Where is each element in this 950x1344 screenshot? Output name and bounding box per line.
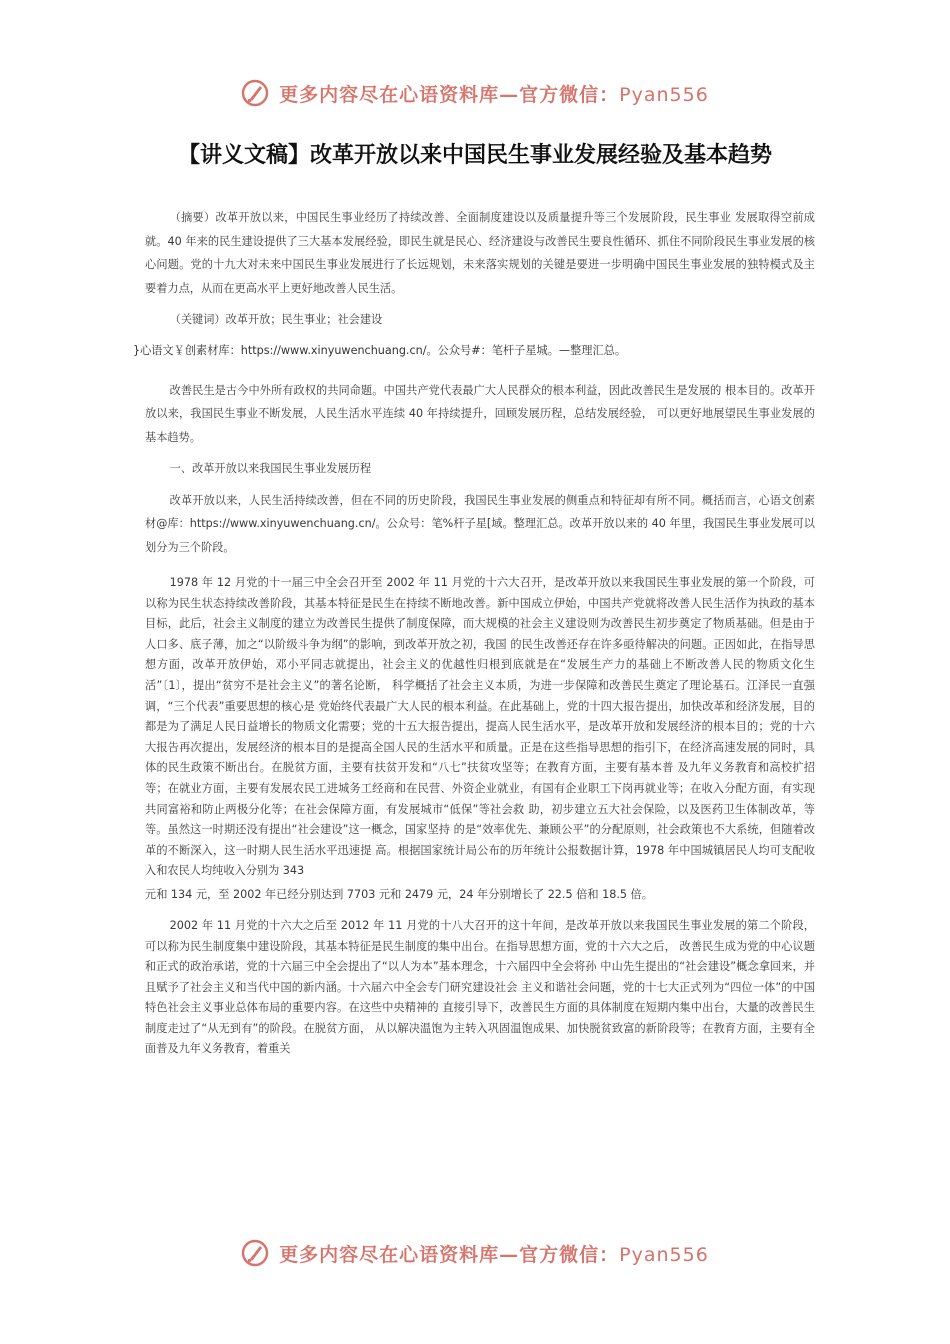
- stage-two-paragraph: 2002 年 11 月党的十六大之后至 2012 年 11 月党的十八大召开的这十年间，是改革开放以来我国民生事业发展的第二个阶段，可以称为民生制度集中建设阶段，其基本特征是民生制度的集中出台。在指导思想方面，党的十六大之后， 改善民生成为党的中心议题和正式的政治承诺，党的十六届三中全会提出了“以人为本”基本理念，十六届四中全会将孙 中山先生提出的“社会建设”概念拿回来，并且赋予了社会主义和当代中国的新内涵。十六届六中全会专门研究建设社会 主义和谐社会问题，党的十七大正式列为“四位一体”的中国特色社会主义事业总体布局的重要内容。在这些中央精神的 直接引导下，改善民生方面的具体制度在短期内集中出台，大量的改善民生制度走过了“从无到有”的阶段。在脱贫方面， 从以解决温饱为主转入巩固温饱成果、加快脱贫致富的新阶段等；在教育方面，主要有全面普及九年义务教育，着重关: [145, 918, 815, 1056]
- watermark-text: [279, 80, 709, 107]
- document-title: 【讲义文稿】改革开放以来中国民生事业发展经验及基本趋势: [177, 143, 772, 168]
- pen-logo-icon: [241, 1239, 269, 1267]
- section-heading: 一、改革开放以来我国民生事业发展历程: [169, 462, 372, 475]
- header-watermark-banner: [0, 73, 950, 113]
- watermark-label: 更多内容尽在心语资料库—官方微信：: [279, 83, 620, 106]
- stage-one-paragraph: 1978 年 12 月党的十一届三中全会召开至 2002 年 11 月党的十六大召开，是改革开放以来我国民生事业发展的第一个阶段，可以称为民生状态持续改善阶段，其基本特征是民生在持续不断地改善。新中国成立伊始，中国共产党就将改善人民生活作为执政的基本目标，此后，社会主义制度的建立为改善民生提供了制度保障，而大规模的社会主义建设则为改善民生初步奠定了物质基础。但是由于人口多、底子薄，加之“以阶级斗争为纲”的影响，到改革开放之初，我国 的民生改善还存在许多亟待解决的问题。正因如此，在指导思想方面，改革开放伊始，邓小平同志就提出，社会主义的优越性归根到底就是在“发展生产力的基础上不断改善人民的物质文化生活”〔1〕，提出“贫穷不是社会主义”的著名论断， 科学概括了社会主义本质，为进一步保障和改善民生奠定了理论基石。江泽民一直强调，“三个代表”重要思想的核心是 党始终代表最广大人民的根本利益。在此基础上，党的十四大报告提出，加快改革和经济发展，目的都是为了满足人民日益增长的物质文化需要；党的十五大报告提出，提高人民生活水平，是改革开放和发展经济的根本目的；党的十六大报告再次提出，发展经济的根本目的是提高全国人民的生活水平和质量。正是在这些指导思想的指引下，在经济高速发展的同时，具体的民生政策不断出台。在脱贫方面，主要有扶贫开发和“八七”扶贫攻坚等；在教育方面，主要有基本普 及九年义务教育和高校扩招等；在就业方面，主要有发展农民工进城务工经商和在民营、外资企业就业，有国有企业职工下岗再就业等；在收入分配方面，有实现共同富裕和防止两极分化等；在社会保障方面，有发展城市“低保”等社会救 助，初步建立五大社会保险，以及医药卫生体制改革，等等。虽然这一时期还没有提出“社会建设”这一概念，国家坚持 的是“效率优先、兼顾公平”的分配原则，社会政策也不大系统，但随着改革的不断深入，这一时期人民生活水平迅速提 高。根据国家统计局公布的历年统计公报数据计算，1978 年中国城镇居民人均可支配收入和农民人均纯收入分别为 343: [145, 576, 815, 878]
- stage-one-tail: 元和 134 元，至 2002 年已经分别达到 7703 元和 2479 元，24 年分别增长了 22.5 倍和 18.5 倍。: [145, 887, 653, 901]
- wechat-handle: Pyan556: [619, 83, 709, 106]
- watermark-label: 更多内容尽在心语资料库—官方微信：: [279, 1243, 620, 1266]
- keywords-paragraph: （关键词）改革开放；民生事业；社会建设: [169, 313, 383, 326]
- wechat-handle: Pyan556: [619, 1243, 709, 1266]
- abstract-paragraph: （摘要）改革开放以来，中国民生事业经历了持续改善、全面制度建设以及质量提升等三个发展阶段，民生事业 发展取得空前成就。40 年来的民生建设提供了三大基本发展经验，即民生就是民心、经济建设与改善民生要良性循环、抓住不同阶段民生事业发展的核心问题。党的十九大对未来中国民生事业发展进行了长远规划，未来落实规划的关键是要进一步明确中国民生事业发展的独特模式及主要着力点，从而在更高水平上更好地改善人民生活。: [145, 211, 815, 295]
- document-body: [145, 206, 815, 1060]
- intro-paragraph: 改善民生是古今中外所有政权的共同命题。中国共产党代表最广大人民群众的根本利益，因此改善民生是发展的 根本目的。改革开放以来，我国民生事业不断发展，人民生活水平连续 40 年持续提升，回顾发展历程，总结发展经验， 可以更好地展望民生事业发展的基本趋势。: [145, 383, 815, 444]
- source-line: }心语文￥创素材库：https://www.xinyuwenchuang.cn/。公众号#：笔杆子星城。—整理汇总。: [133, 344, 627, 357]
- watermark-text: [279, 1240, 709, 1267]
- section-intro-paragraph: 改革开放以来，人民生活持续改善，但在不同的历史阶段，我国民生事业发展的侧重点和特征却有所不同。概括而言，心语文创素材@库：https://www.xinyuwenchuang.cn/。公众号：笔%杆子星[域。整理汇总。改革开放以来的 40 年里，我国民生事业发展可以划分为三个阶段。: [145, 493, 815, 554]
- pen-logo-icon: [241, 79, 269, 107]
- footer-watermark-banner: [0, 1233, 950, 1273]
